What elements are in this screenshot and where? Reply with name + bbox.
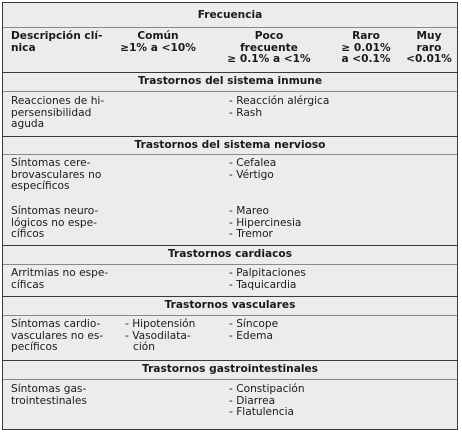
col-muy-raro-header: Muy raro <0.01% <box>406 30 452 65</box>
col-descripcion-header: Descripción clí- nica <box>11 30 103 54</box>
divider <box>3 296 457 297</box>
row-poco-gastrointestinales: - Constipación - Diarrea - Flatulencia <box>229 383 305 418</box>
header-frecuencia: Frecuencia <box>197 9 263 21</box>
row-poco-cardiovasculares: - Síncope - Edema <box>229 318 279 342</box>
col-poco-frecuente-header: Poco frecuente ≥ 0.1% a <1% <box>227 30 311 65</box>
row-poco-cerebrovasculares: - Cefalea - Vértigo <box>229 157 277 181</box>
row-desc-reacciones: Reacciones de hi- persensibilidad aguda <box>11 95 105 130</box>
col-comun-header: Común ≥1% a <10% <box>120 30 196 54</box>
col-raro-header: Raro ≥ 0.01% a <0.1% <box>341 30 391 65</box>
section-title-vasculares: Trastornos vasculares <box>164 299 296 311</box>
row-desc-cardiovasculares: Síntomas cardio- vasculares no es- pecíficos <box>11 318 104 353</box>
row-desc-gastrointestinales: Síntomas gas- trointestinales <box>11 383 87 407</box>
divider <box>3 360 457 361</box>
section-title-gastrointestinales: Trastornos gastrointestinales <box>142 363 318 375</box>
row-desc-neurologicos: Síntomas neuro- lógicos no espe- cíficos <box>11 205 99 240</box>
section-title-inmune: Trastornos del sistema inmune <box>137 75 323 87</box>
row-desc-arritmias: Arritmias no espe- cíficas <box>11 267 109 291</box>
divider <box>3 315 457 316</box>
divider <box>3 27 457 28</box>
row-poco-neurologicos: - Mareo - Hipercinesia - Tremor <box>229 205 302 240</box>
row-desc-cerebrovasculares: Síntomas cere- brovasculares no específicos <box>11 157 102 192</box>
section-title-cardiacos: Trastornos cardiacos <box>168 248 292 260</box>
row-poco-arritmias: - Palpitaciones - Taquicardia <box>229 267 306 291</box>
row-comun-cardiovasculares: - Hipotensión - Vasodilata- ción <box>125 318 196 353</box>
divider <box>3 91 457 92</box>
divider <box>3 264 457 265</box>
divider <box>3 154 457 155</box>
divider <box>3 72 457 73</box>
divider <box>3 245 457 246</box>
section-title-nervioso: Trastornos del sistema nervioso <box>134 139 326 151</box>
divider <box>3 379 457 380</box>
frequency-table <box>2 2 458 430</box>
row-poco-reacciones: - Reacción alérgica - Rash <box>229 95 330 119</box>
divider <box>3 136 457 137</box>
